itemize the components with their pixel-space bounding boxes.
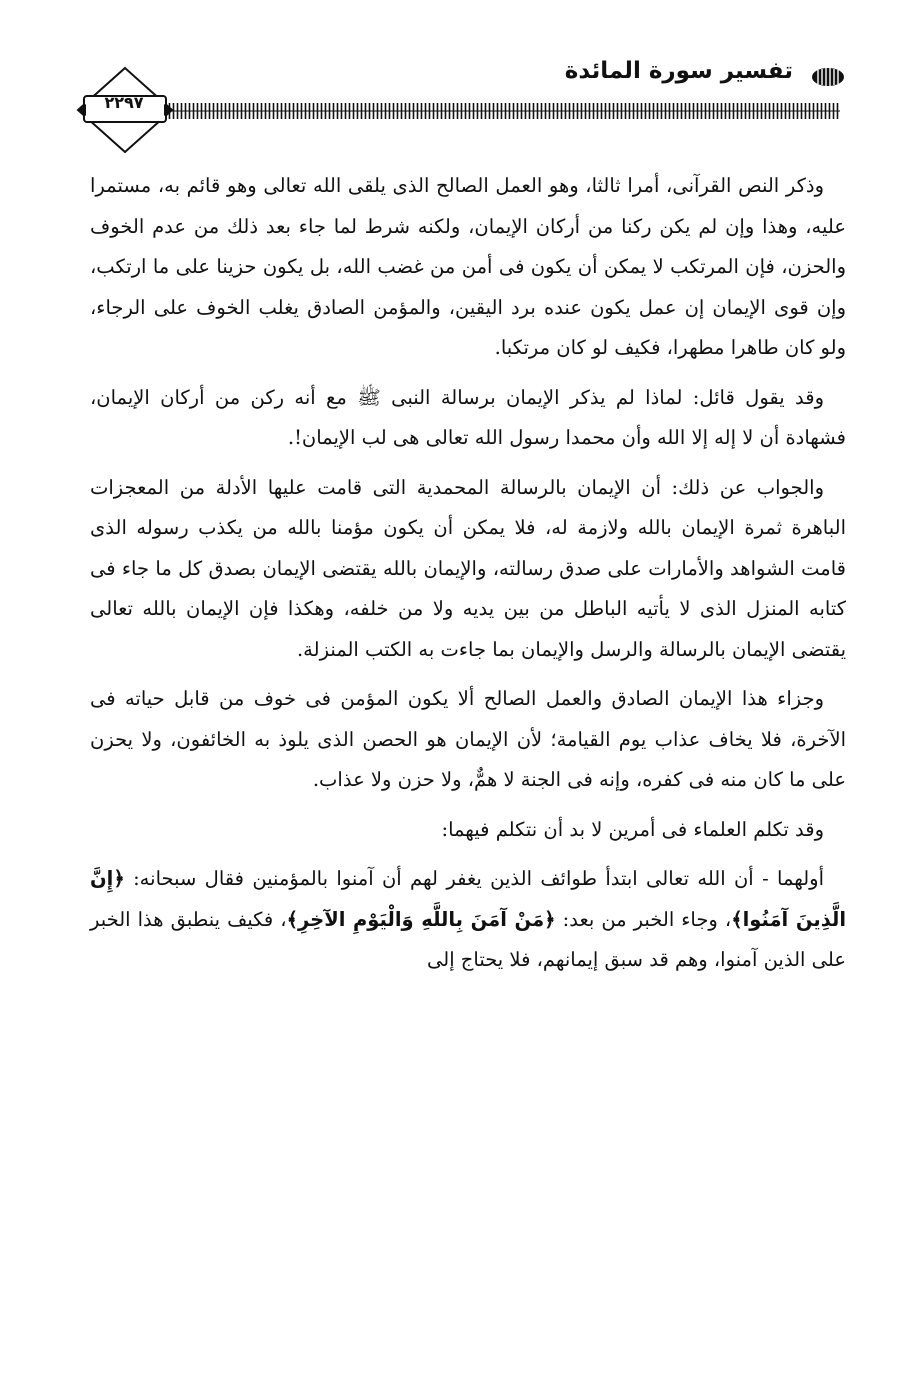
paragraph-6-text-2: ، وجاء الخبر من بعد: [555, 907, 732, 931]
running-title: تفسير سورة المائدة [564, 58, 793, 84]
paragraph-3: والجواب عن ذلك: أن الإيمان بالرسالة المحمدية التى قامت عليها الأدلة من المعجزات الباهرة ثمرة الإيمان بالله ولازمة له، فلا يمكن أن يكون مؤمنا بالله من يكذب رسوله الذى قامت الشواهد والأمارات على صدق رسالته، والإيمان بالله يقتضى الإيمان بصدق كل ما جاء فى كتابه المنزل الذى لا يأتيه الباطل من بين يديه ولا من خلفه، وهكذا فإن الإيمان بالله تعالى يقتضى الإيمان بالرسالة والرسل والإيمان بما جاءت به الكتب المنزلة. [90, 475, 846, 661]
paragraph-4: وجزاء هذا الإيمان الصادق والعمل الصالح ألا يكون المؤمن فى خوف من قابل حياته فى الآخرة، فلا يخاف عذاب يوم القيامة؛ لأن الإيمان هو الحصن الذى يلوذ به الخائفون، ولا يحزن على ما كان منه فى كفره، وإنه فى الجنة لا همٌّ، ولا حزن ولا عذاب. [90, 687, 846, 791]
page-number: ٢٢٩٧ [104, 93, 144, 112]
paragraph-6-text-3: ، فكيف ينطبق هذا الخبر على الذين آمنوا، وهم قد سبق إيمانهم، فلا يحتاج إلى [90, 907, 846, 971]
paragraph-6 [90, 859, 846, 981]
page-header [0, 0, 921, 160]
ornament-icon [810, 66, 846, 88]
header-rule [160, 100, 840, 122]
quranic-verse-2: ﴿مَنْ آمَنَ بِاللَّهِ وَالْيَوْمِ الآخِرِ﴾ [286, 907, 556, 931]
paragraph-1: وذكر النص القرآنى، أمرا ثالثا، وهو العمل الصالح الذى يلقى الله تعالى وهو قائم به، مستمرا عليه، وهذا وإن لم يكن ركنا من أركان الإيمان، ولكنه شرط لما جاء بعد ذلك من عدم الخوف والحزن، فإن المرتكب لا يمكن أن يكون فى أمن من غضب الله، بل يكون حزينا على ما ارتكب، وإن قوى الإيمان إن عمل يكون عنده برد اليقين، والمؤمن الصادق يغلب الخوف على الرجاء، ولو كان طاهرا مطهرا، فكيف لو كان مرتكبا. [90, 174, 846, 359]
paragraph-2: وقد يقول قائل: لماذا لم يذكر الإيمان برسالة النبى ﷺ مع أنه ركن من أركان الإيمان، فشهادة أن لا إله إلا الله وأن محمدا رسول الله تعالى هى لب الإيمان!. [90, 385, 846, 449]
paragraph-6-text-1: أولهما - أن الله تعالى ابتدأ طوائف الذين يغفر لهم أن آمنوا بالمؤمنين فقال سبحانه: [124, 867, 824, 890]
body-text [90, 166, 846, 990]
quranic-verse-1: ﴿إِنَّ الَّذِينَ آمَنُوا﴾ [90, 867, 847, 931]
paragraph-5: وقد تكلم العلماء فى أمرين لا بد أن نتكلم فيهما: [441, 817, 824, 841]
